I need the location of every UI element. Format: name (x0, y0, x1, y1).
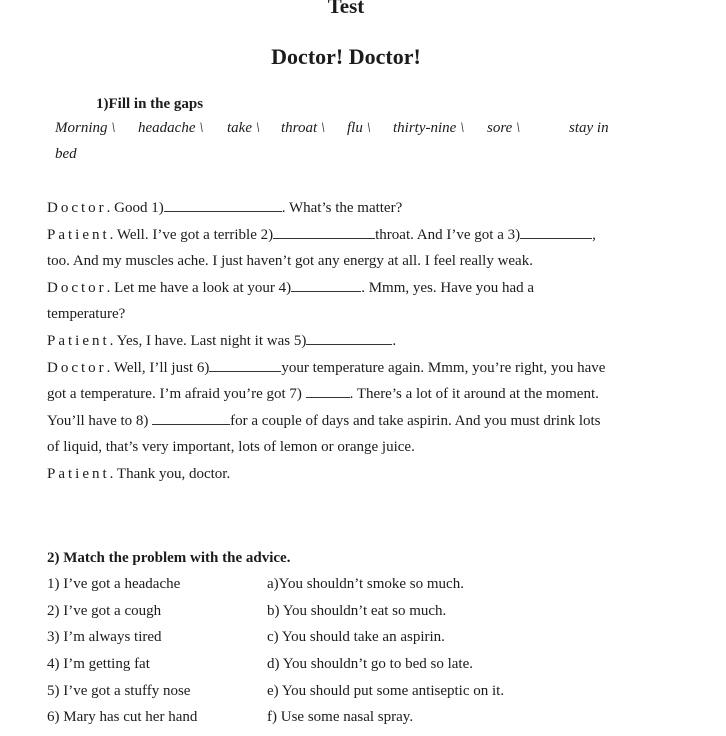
dialog-text-segment: too. And my muscles ache. I just haven’t got any energy at all. I feel really weak. (47, 253, 533, 270)
speaker-label: Patient (47, 226, 110, 243)
gap-5-blank[interactable] (306, 330, 392, 345)
speaker-label: Doctor (47, 279, 107, 296)
dialog-text-segment: your temperature again. Mmm, you’re right, you have (281, 359, 606, 376)
dialog-line (47, 408, 687, 435)
dialog-text-segment: . Let me have a look at your 4) (106, 279, 292, 296)
dialog-text-segment: of liquid, that’s very important, lots of lemon or orange juice. (47, 439, 415, 456)
speaker-label: Patient (47, 332, 110, 349)
word-bank-item: headache \ (138, 120, 204, 136)
speaker-label: Patient (47, 465, 110, 482)
match-row (47, 629, 687, 656)
word-bank-item: Morning \ (55, 120, 116, 136)
dialog-line (47, 328, 687, 355)
dialog-line (47, 222, 687, 249)
problem-item: 5) I’ve got a stuffy nose (47, 682, 191, 699)
match-row (47, 683, 687, 710)
section2-heading: 2) Match the problem with the advice. (47, 550, 291, 566)
gap-2-blank[interactable] (273, 224, 375, 239)
match-row (47, 709, 687, 736)
dialog-line (47, 355, 687, 382)
advice-item: e) You should put some antiseptic on it. (267, 682, 505, 699)
speaker-label: Doctor (47, 200, 107, 216)
dialog-text (47, 195, 687, 488)
problem-item: 2) I’ve got a cough (47, 602, 162, 619)
dialog-text-segment: throat. And I’ve got a 3) (375, 226, 521, 243)
dialog-line (47, 301, 687, 328)
dialog-line (47, 461, 687, 488)
dialog-text-segment: temperature? (47, 306, 126, 323)
dialog-text-segment: for a couple of days and take aspirin. And you must drink lots (230, 412, 601, 429)
test-label: Test (327, 0, 365, 18)
match-row (47, 576, 687, 603)
dialog-text-segment: . Yes, I have. Last night it was 5) (109, 332, 307, 349)
dialog-text-segment: got a temperature. I’m afraid you’re got 7) (47, 386, 306, 403)
dialog-text-segment: , (592, 226, 596, 243)
section1-heading: 1)Fill in the gaps (96, 96, 204, 112)
word-bank-item: sore \ (487, 120, 521, 136)
problem-item: 6) Mary has cut her hand (47, 709, 198, 726)
problem-item: 1) I’ve got a headache (47, 576, 181, 592)
advice-item: a)You shouldn’t smoke so much. (267, 576, 464, 592)
dialog-line (47, 248, 687, 275)
dialog-text-segment: . Thank you, doctor. (109, 465, 231, 482)
gap-7-blank[interactable] (306, 383, 350, 398)
match-list (47, 576, 687, 736)
word-bank-item: take \ (227, 120, 260, 136)
advice-item: c) You should take an aspirin. (267, 629, 445, 646)
problem-item: 4) I’m getting fat (47, 656, 150, 673)
dialog-text-segment: . Good 1) (106, 200, 164, 216)
speaker-label: Doctor (47, 359, 107, 376)
word-bank-item: bed (55, 146, 77, 162)
dialog-text-segment: . What’s the matter? (281, 200, 403, 216)
dialog-line (47, 195, 687, 222)
advice-item: d) You shouldn’t go to bed so late. (267, 656, 473, 673)
word-bank-item: stay in (569, 120, 609, 136)
word-bank-item: thirty-nine \ (393, 120, 465, 136)
advice-item: b) You shouldn’t eat so much. (267, 602, 447, 619)
dialog-line (47, 275, 687, 302)
gap-8-blank[interactable] (152, 410, 230, 425)
gap-1-blank[interactable] (164, 197, 282, 212)
page-title: Doctor! Doctor! (271, 44, 421, 69)
advice-item: f) Use some nasal spray. (267, 709, 414, 726)
dialog-line (47, 381, 687, 408)
dialog-text-segment: . Mmm, yes. Have you had a (361, 279, 535, 296)
problem-item: 3) I’m always tired (47, 629, 162, 646)
word-bank-item: flu \ (347, 120, 371, 136)
gap-4-blank[interactable] (291, 277, 361, 292)
dialog-line (47, 434, 687, 461)
dialog-text-segment: You’ll have to 8) (47, 412, 153, 429)
dialog-text-segment: . Well, I’ll just 6) (106, 359, 210, 376)
match-row (47, 656, 687, 683)
gap-6-blank[interactable] (209, 357, 281, 372)
match-row (47, 603, 687, 630)
dialog-text-segment: . (392, 332, 397, 349)
word-bank-item: throat \ (281, 120, 326, 136)
gap-3-blank[interactable] (520, 224, 592, 239)
dialog-text-segment: . There’s a lot of it around at the moment. (349, 386, 599, 403)
dialog-text-segment: . Well. I’ve got a terrible 2) (109, 226, 274, 243)
